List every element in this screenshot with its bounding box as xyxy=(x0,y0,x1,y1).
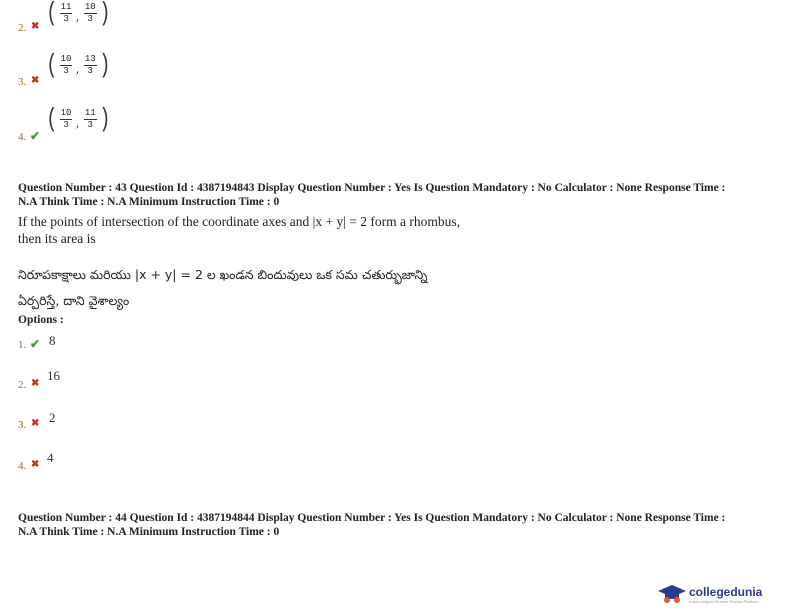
option-number: 4. xyxy=(18,460,27,472)
checkmark-icon: ✔ xyxy=(30,129,41,143)
options-label: Options : xyxy=(18,314,64,326)
cross-icon: ✖ xyxy=(31,21,40,32)
option-value: 2 xyxy=(49,410,56,425)
cross-icon: ✖ xyxy=(31,459,40,470)
option-value: 8 xyxy=(49,333,56,348)
graduation-cap-icon xyxy=(657,583,687,605)
fraction-pair: ( $\frac{11}{3}$ , $\frac{10}{3}$ ) xyxy=(46,0,110,28)
logo-tagline: India's largest Student Review Platform xyxy=(689,598,759,604)
question-line: If the points of intersection of the coordinate axes and |x + y| = 2 form a rhombus, xyxy=(18,214,461,229)
question-43-text xyxy=(18,213,738,247)
cross-icon: ✖ xyxy=(31,418,40,429)
option-number: 3. xyxy=(18,419,27,431)
option-value: 16 xyxy=(47,368,60,383)
checkmark-icon: ✔ xyxy=(30,337,41,351)
collegedunia-logo xyxy=(657,583,762,605)
option-number: 2. xyxy=(18,379,27,391)
question-44-meta xyxy=(18,511,778,539)
logo-text: collegedunia xyxy=(689,584,763,599)
option-number: 2. xyxy=(18,22,27,34)
fraction-pair: ( $\frac{10}{3}$ , $\frac{11}{3}$ ) xyxy=(46,104,110,134)
cross-icon: ✖ xyxy=(31,378,40,389)
question-line: then its area is xyxy=(18,231,96,246)
meta-line: N.A Think Time : N.A Minimum Instruction Time : 0 xyxy=(18,526,280,538)
option-value: 4 xyxy=(47,450,54,465)
question-43-telugu xyxy=(18,260,738,312)
meta-line: Question Number : 43 Question Id : 4387194843 Display Question Number : Yes Is Question Mandatory : No Calculator : None Response Time : xyxy=(18,182,726,194)
option-number: 1. xyxy=(18,339,27,351)
option-number: 3. xyxy=(18,76,27,88)
fraction-pair: ( $\frac{10}{3}$ , $\frac{13}{3}$ ) xyxy=(46,50,110,80)
telugu-line: ఏర్పరిస్తే, దాని వైశాల్యం xyxy=(18,293,130,308)
meta-line: Question Number : 44 Question Id : 4387194844 Display Question Number : Yes Is Question Mandatory : No Calculator : None Response Time : xyxy=(18,512,726,524)
meta-line: N.A Think Time : N.A Minimum Instruction Time : 0 xyxy=(18,196,280,208)
cross-icon: ✖ xyxy=(31,75,40,86)
option-number: 4. xyxy=(18,131,27,143)
telugu-line: నిరూపకాక్షాలు మరియు |x + y| = 2 ల ఖండన బిందువులు ఒక సమ చతుర్భుజాన్ని xyxy=(18,267,428,282)
question-43-meta xyxy=(18,181,778,209)
